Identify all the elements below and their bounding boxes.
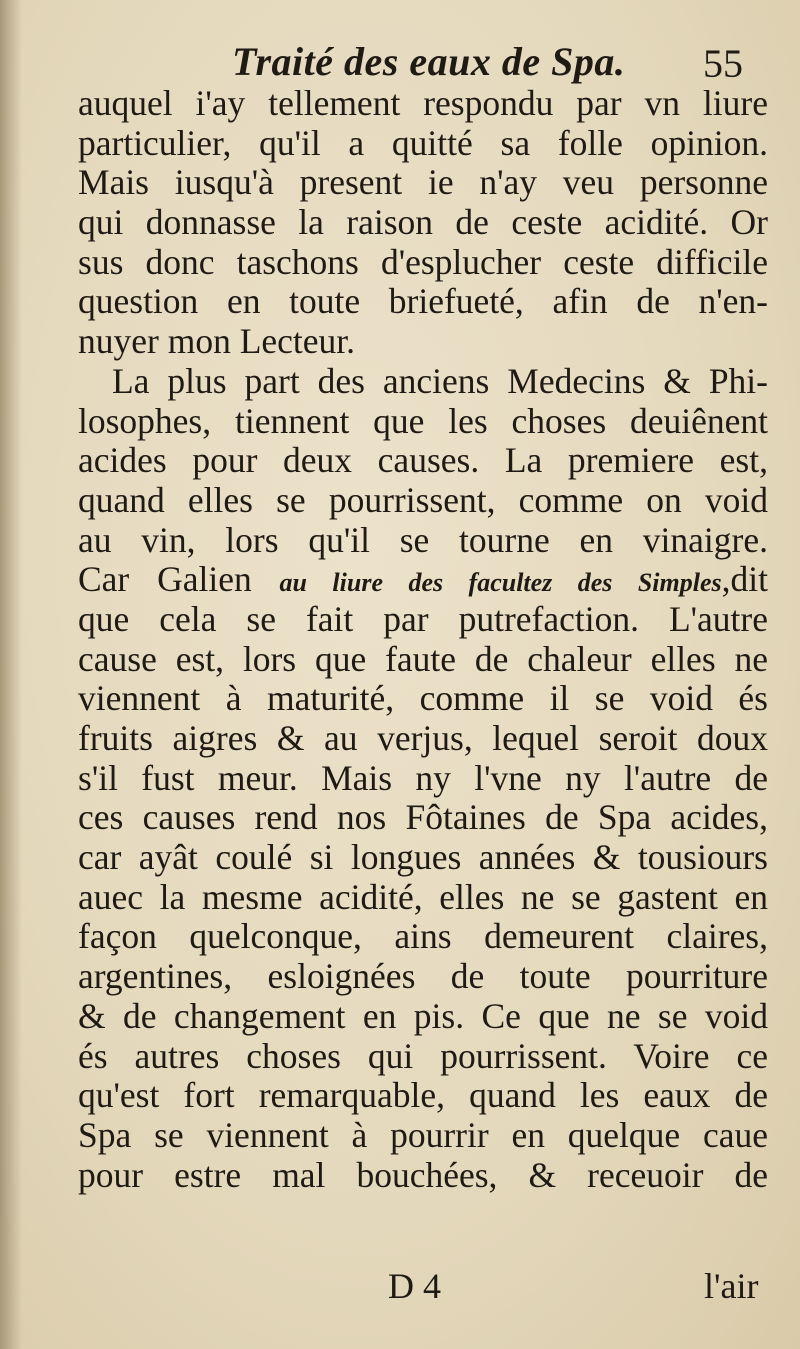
page-number: 55 xyxy=(703,41,743,86)
text-line: pour estre mal bouchées, & receuoir de xyxy=(78,1154,768,1195)
text-line: qu'est fort remarquable, quand les eaux de xyxy=(78,1075,768,1116)
text-line: s'il fust meur. Mais ny l'vne ny l'autre de xyxy=(78,757,768,798)
body-text xyxy=(78,84,768,1195)
text-line: és autres choses qui pourrissent. Voire ce xyxy=(78,1035,768,1076)
text-line: auquel i'ay tellement respondu par vn liure xyxy=(78,83,768,123)
text-line: question en toute briefueté, afin de n'en- xyxy=(78,281,768,322)
signature-mark: D 4 xyxy=(388,1266,441,1306)
text-line: & de changement en pis. Ce que ne se void xyxy=(78,995,768,1036)
text-line: sus donc taschons d'esplucher ceste difficile xyxy=(78,241,768,282)
galien-lead: Car Galien xyxy=(78,559,280,600)
paragraph-start-line: La plus part des anciens Medecins & Phi- xyxy=(112,360,768,401)
text-line: quand elles se pourrissent, comme on void xyxy=(78,479,768,520)
text-line: acides pour deux causes. La premiere est, xyxy=(78,440,768,481)
text-line: losophes, tiennent que les choses deuiênent xyxy=(78,400,768,441)
galien-tail: ,dit xyxy=(721,559,768,600)
text-line-galien xyxy=(78,560,768,600)
italic-book-title: au liure des facultez des Simples xyxy=(279,568,722,598)
text-line: façon quelconque, ains demeurent claires, xyxy=(78,916,768,957)
text-line: qui donnasse la raison de ceste acidité. Or xyxy=(78,202,768,243)
text-line: au vin, lors qu'il se tourne en vinaigre. xyxy=(78,519,768,560)
text-line: nuyer mon Lecteur. xyxy=(78,321,355,362)
text-line: auec la mesme acidité, elles ne se gastent en xyxy=(78,876,768,917)
text-line: Spa se viennent à pourrir en quelque caue xyxy=(78,1114,768,1155)
text-line: fruits aigres & au verjus, lequel seroit doux xyxy=(78,718,768,758)
text-line: que cela se fait par putrefaction. L'autre xyxy=(78,598,768,639)
text-line: car ayât coulé si longues années & tousiours xyxy=(78,837,768,878)
page-footer xyxy=(0,1265,800,1325)
text-line: viennent à maturité, comme il se void és xyxy=(78,678,768,719)
catchword: l'air xyxy=(704,1266,759,1306)
text-line: argentines, esloignées de toute pourriture xyxy=(78,956,768,997)
gutter-shadow xyxy=(0,0,22,1349)
text-line: Mais iusqu'à present ie n'ay veu personne xyxy=(78,162,768,203)
text-line: ces causes rend nos Fôtaines de Spa acides, xyxy=(78,797,768,838)
text-line: particulier, qu'il a quitté sa folle opinion. xyxy=(78,122,768,163)
running-title: Traité des eaux de Spa. xyxy=(232,39,626,84)
text-line: cause est, lors que faute de chaleur elles ne xyxy=(78,638,768,679)
